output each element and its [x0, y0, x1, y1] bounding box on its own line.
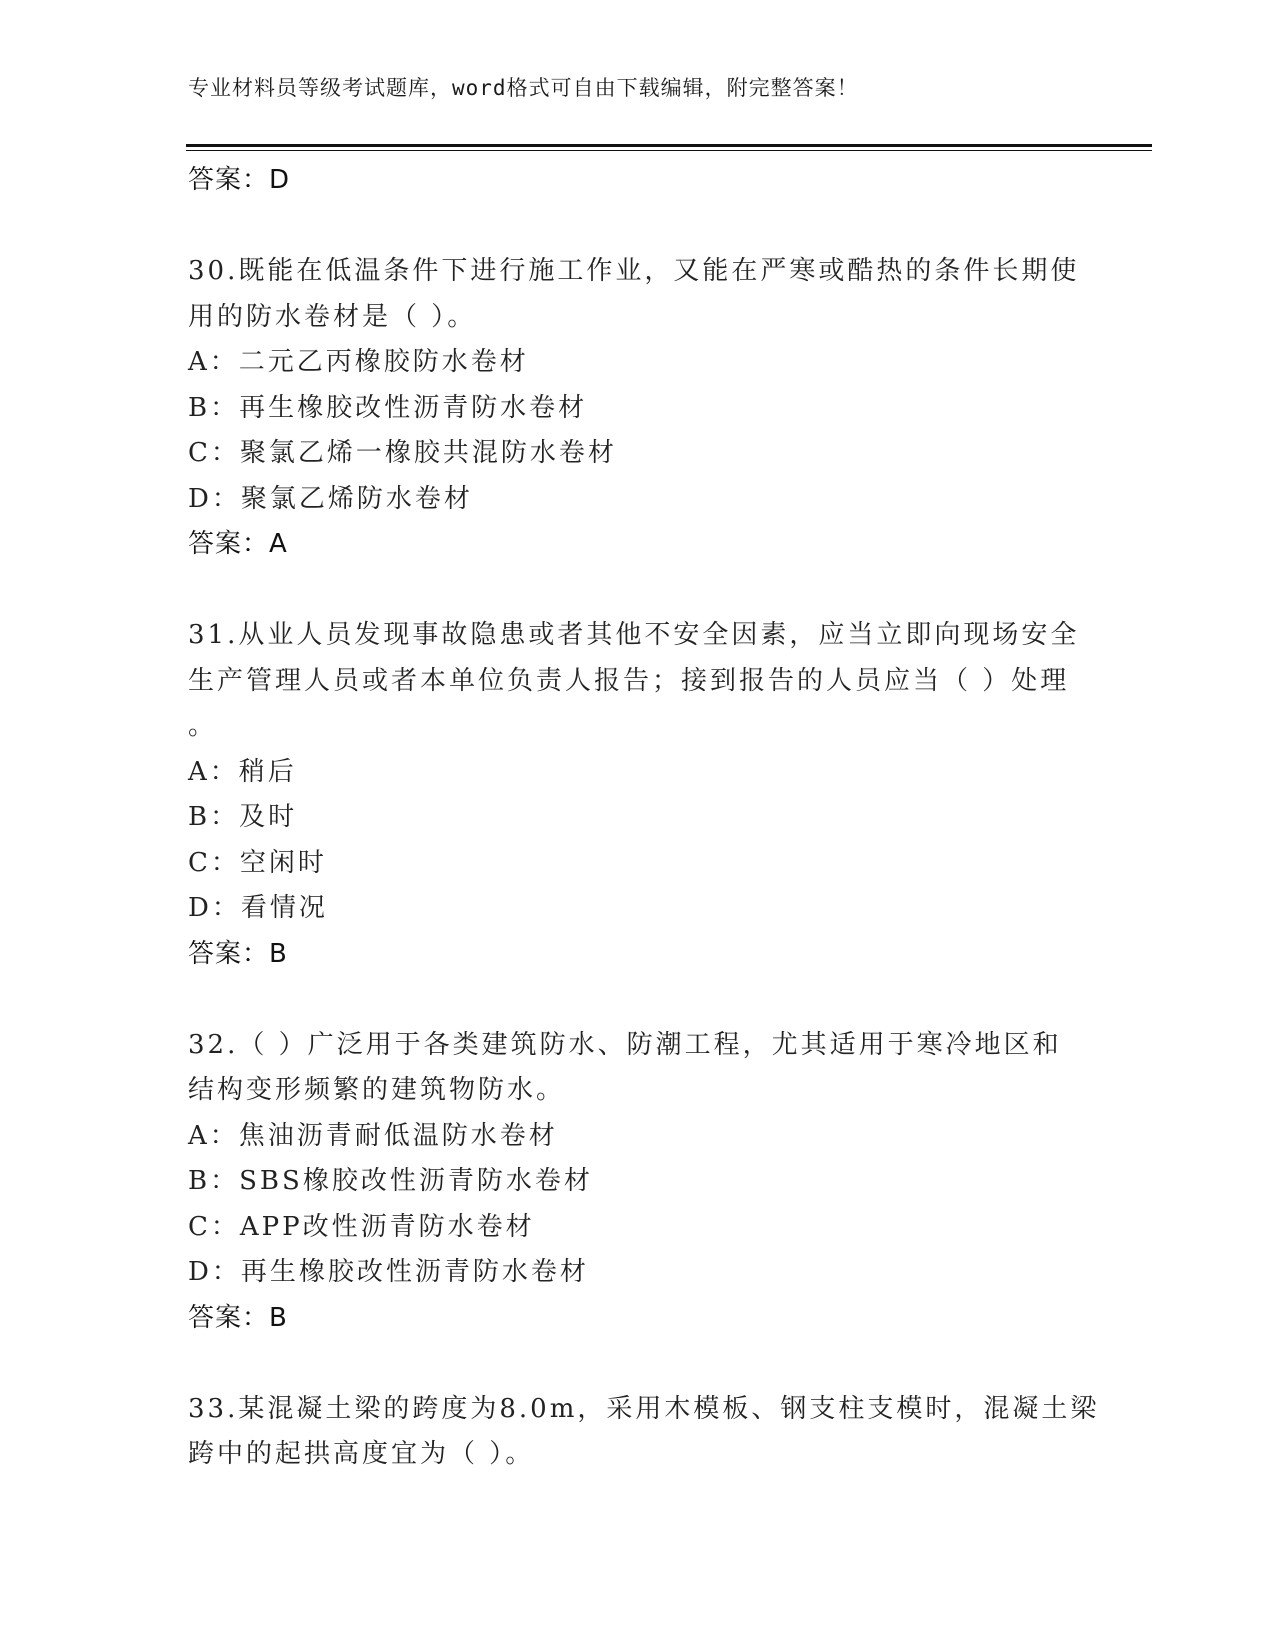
option-a: A：二元乙丙橡胶防水卷材 [188, 347, 529, 377]
question-stem-line: 33.某混凝土梁的跨度为8.0m，采用木模板、钢支柱支模时，混凝土梁 [188, 1393, 1100, 1424]
answer-line: 答案：B [188, 1302, 288, 1333]
question-stem-line: 32.（ ）广泛用于各类建筑防水、防潮工程，尤其适用于寒冷地区和 [188, 1029, 1062, 1060]
option-c: C：空闲时 [188, 847, 327, 878]
option-c: C：聚氯乙烯一橡胶共混防水卷材 [188, 438, 617, 468]
option-c: C：APP改性沥青防水卷材 [188, 1211, 535, 1242]
spacer [188, 568, 1088, 614]
option-d: D：再生橡胶改性沥青防水卷材 [188, 1257, 589, 1287]
question-stem-line: 30.既能在低温条件下进行施工作业，又能在严寒或酷热的条件长期使 [188, 256, 1080, 286]
spacer [188, 977, 1088, 1023]
question-stem-line: 生产管理人员或者本单位负责人报告；接到报告的人员应当（ ）处理 [188, 665, 1070, 696]
question-stem-line: 31.从业人员发现事故隐患或者其他不安全因素，应当立即向现场安全 [188, 620, 1080, 650]
option-a: A：焦油沥青耐低温防水卷材 [188, 1120, 558, 1151]
question-33 [188, 1387, 1100, 1478]
answer-line: 答案：B [188, 938, 288, 969]
option-b: B：再生橡胶改性沥青防水卷材 [188, 392, 588, 423]
question-30 [188, 249, 1088, 568]
question-stem-line: 。 [188, 711, 218, 741]
answer-line: 答案：D [188, 165, 291, 195]
option-a: A：稍后 [188, 756, 297, 787]
question-stem-line: 结构变形频繁的建筑物防水。 [188, 1075, 566, 1105]
question-stem-line: 用的防水卷材是（ ）。 [188, 301, 477, 332]
option-d: D：聚氯乙烯防水卷材 [188, 483, 473, 514]
question-stem-line: 跨中的起拱高度宜为（ ）。 [188, 1439, 535, 1469]
spacer [188, 204, 1088, 250]
question-31 [188, 613, 1088, 977]
question-32 [188, 1023, 1088, 1342]
header-divider-thin [186, 150, 1152, 151]
page-header-text: 专业材料员等级考试题库，word格式可自由下载编辑，附完整答案！ [188, 76, 859, 100]
answer-line: 答案：A [188, 529, 288, 559]
document-body [188, 158, 1100, 1478]
option-d: D：看情况 [188, 893, 328, 923]
header-divider-thick [186, 144, 1152, 147]
option-b: B：及时 [188, 802, 298, 832]
spacer [188, 1341, 1088, 1387]
option-b: B：SBS橡胶改性沥青防水卷材 [188, 1166, 593, 1196]
